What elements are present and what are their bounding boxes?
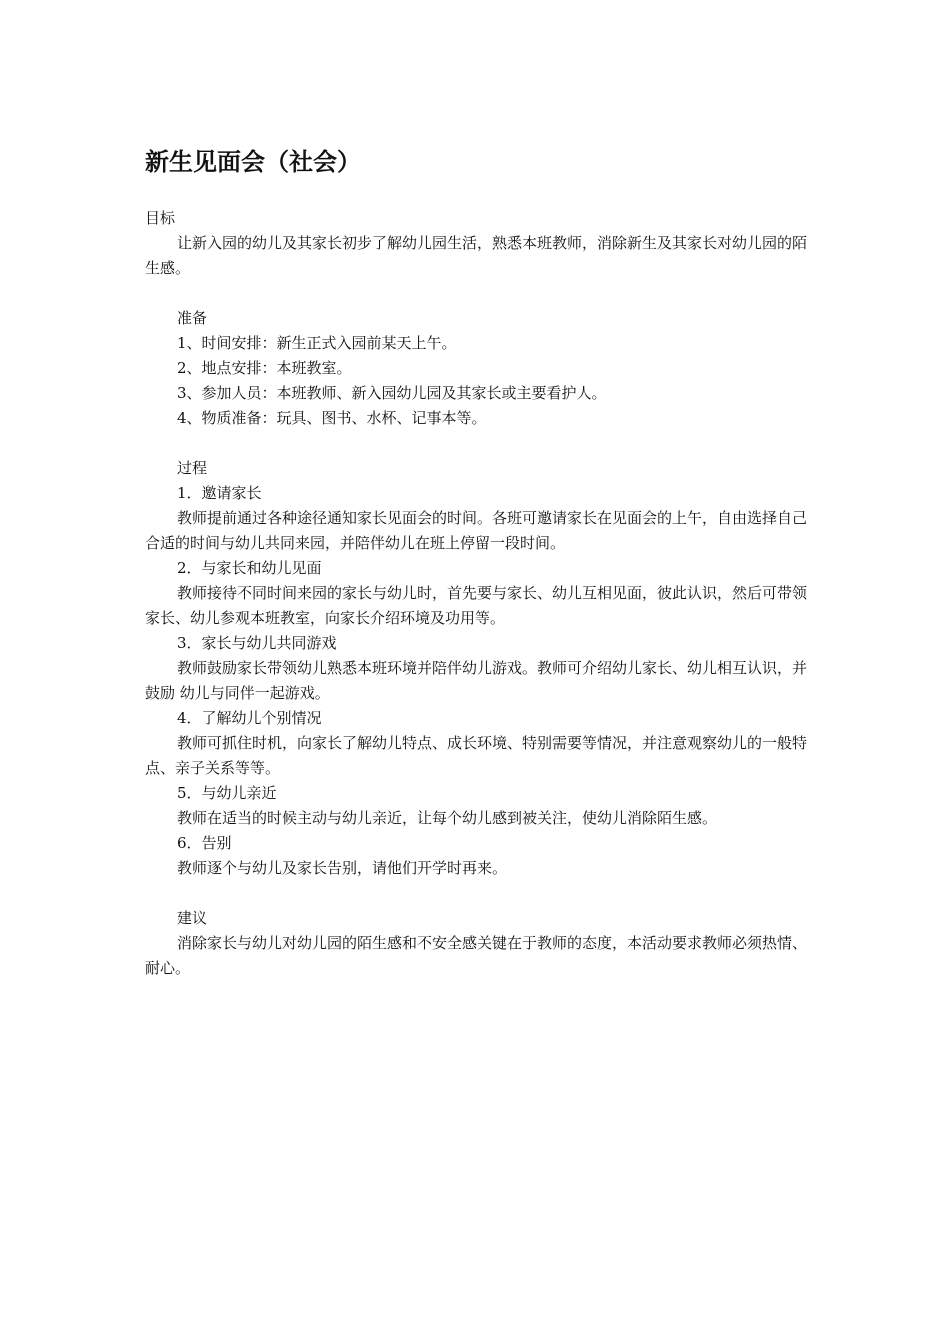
preparation-item: 2、地点安排：本班教室。 [177, 359, 352, 377]
process-step-text: 教师逐个与幼儿及家长告别，请他们开学时再来。 [177, 859, 508, 877]
process-step-text: 教师可抓住时机，向家长了解幼儿特点、成长环境、特别需要等情况，并注意观察幼儿的一般特点、亲子关系等等。 [145, 734, 808, 777]
process-step-text: 教师提前通过各种途径通知家长见面会的时间。各班可邀请家长在见面会的上午，自由选择自己合适的时间与幼儿共同来园，并陪伴幼儿在班上停留一段时间。 [145, 509, 808, 552]
spacer [145, 881, 807, 906]
preparation-heading: 准备 [177, 309, 208, 327]
spacer [145, 281, 807, 306]
process-heading: 过程 [177, 459, 208, 477]
document-body [145, 206, 807, 981]
process-step-title: 3．家长与幼儿共同游戏 [177, 634, 337, 652]
process-step-title: 5．与幼儿亲近 [177, 784, 277, 802]
goal-heading: 目标 [145, 209, 176, 227]
process-step-title: 6．告别 [177, 834, 232, 852]
process-step-text: 教师鼓励家长带领幼儿熟悉本班环境并陪伴幼儿游戏。教师可介绍幼儿家长、幼儿相互认识，并鼓励 幼儿与同伴一起游戏。 [145, 659, 808, 702]
process-step-title: 4．了解幼儿个别情况 [177, 709, 322, 727]
preparation-item: 3、参加人员：本班教师、新入园幼儿园及其家长或主要看护人。 [177, 384, 607, 402]
process-step-title: 1．邀请家长 [177, 484, 262, 502]
suggestion-text: 消除家长与幼儿对幼儿园的陌生感和不安全感关键在于教师的态度，本活动要求教师必须热情、耐心。 [145, 934, 808, 977]
process-step-title: 2．与家长和幼儿见面 [177, 559, 322, 577]
document-title: 新生见面会（社会） [145, 147, 361, 176]
suggestion-heading: 建议 [177, 909, 208, 927]
preparation-item: 4、物质准备：玩具、图书、水杯、记事本等。 [177, 409, 487, 427]
goal-text: 让新入园的幼儿及其家长初步了解幼儿园生活，熟悉本班教师，消除新生及其家长对幼儿园的陌生感。 [145, 234, 808, 277]
process-step-text: 教师在适当的时候主动与幼儿亲近，让每个幼儿感到被关注，使幼儿消除陌生感。 [177, 809, 718, 827]
spacer [145, 431, 807, 456]
process-step-text: 教师接待不同时间来园的家长与幼儿时，首先要与家长、幼儿互相见面，彼此认识，然后可带领家长、幼儿参观本班教室，向家长介绍环境及功用等。 [145, 584, 808, 627]
preparation-item: 1、时间安排：新生正式入园前某天上午。 [177, 334, 457, 352]
